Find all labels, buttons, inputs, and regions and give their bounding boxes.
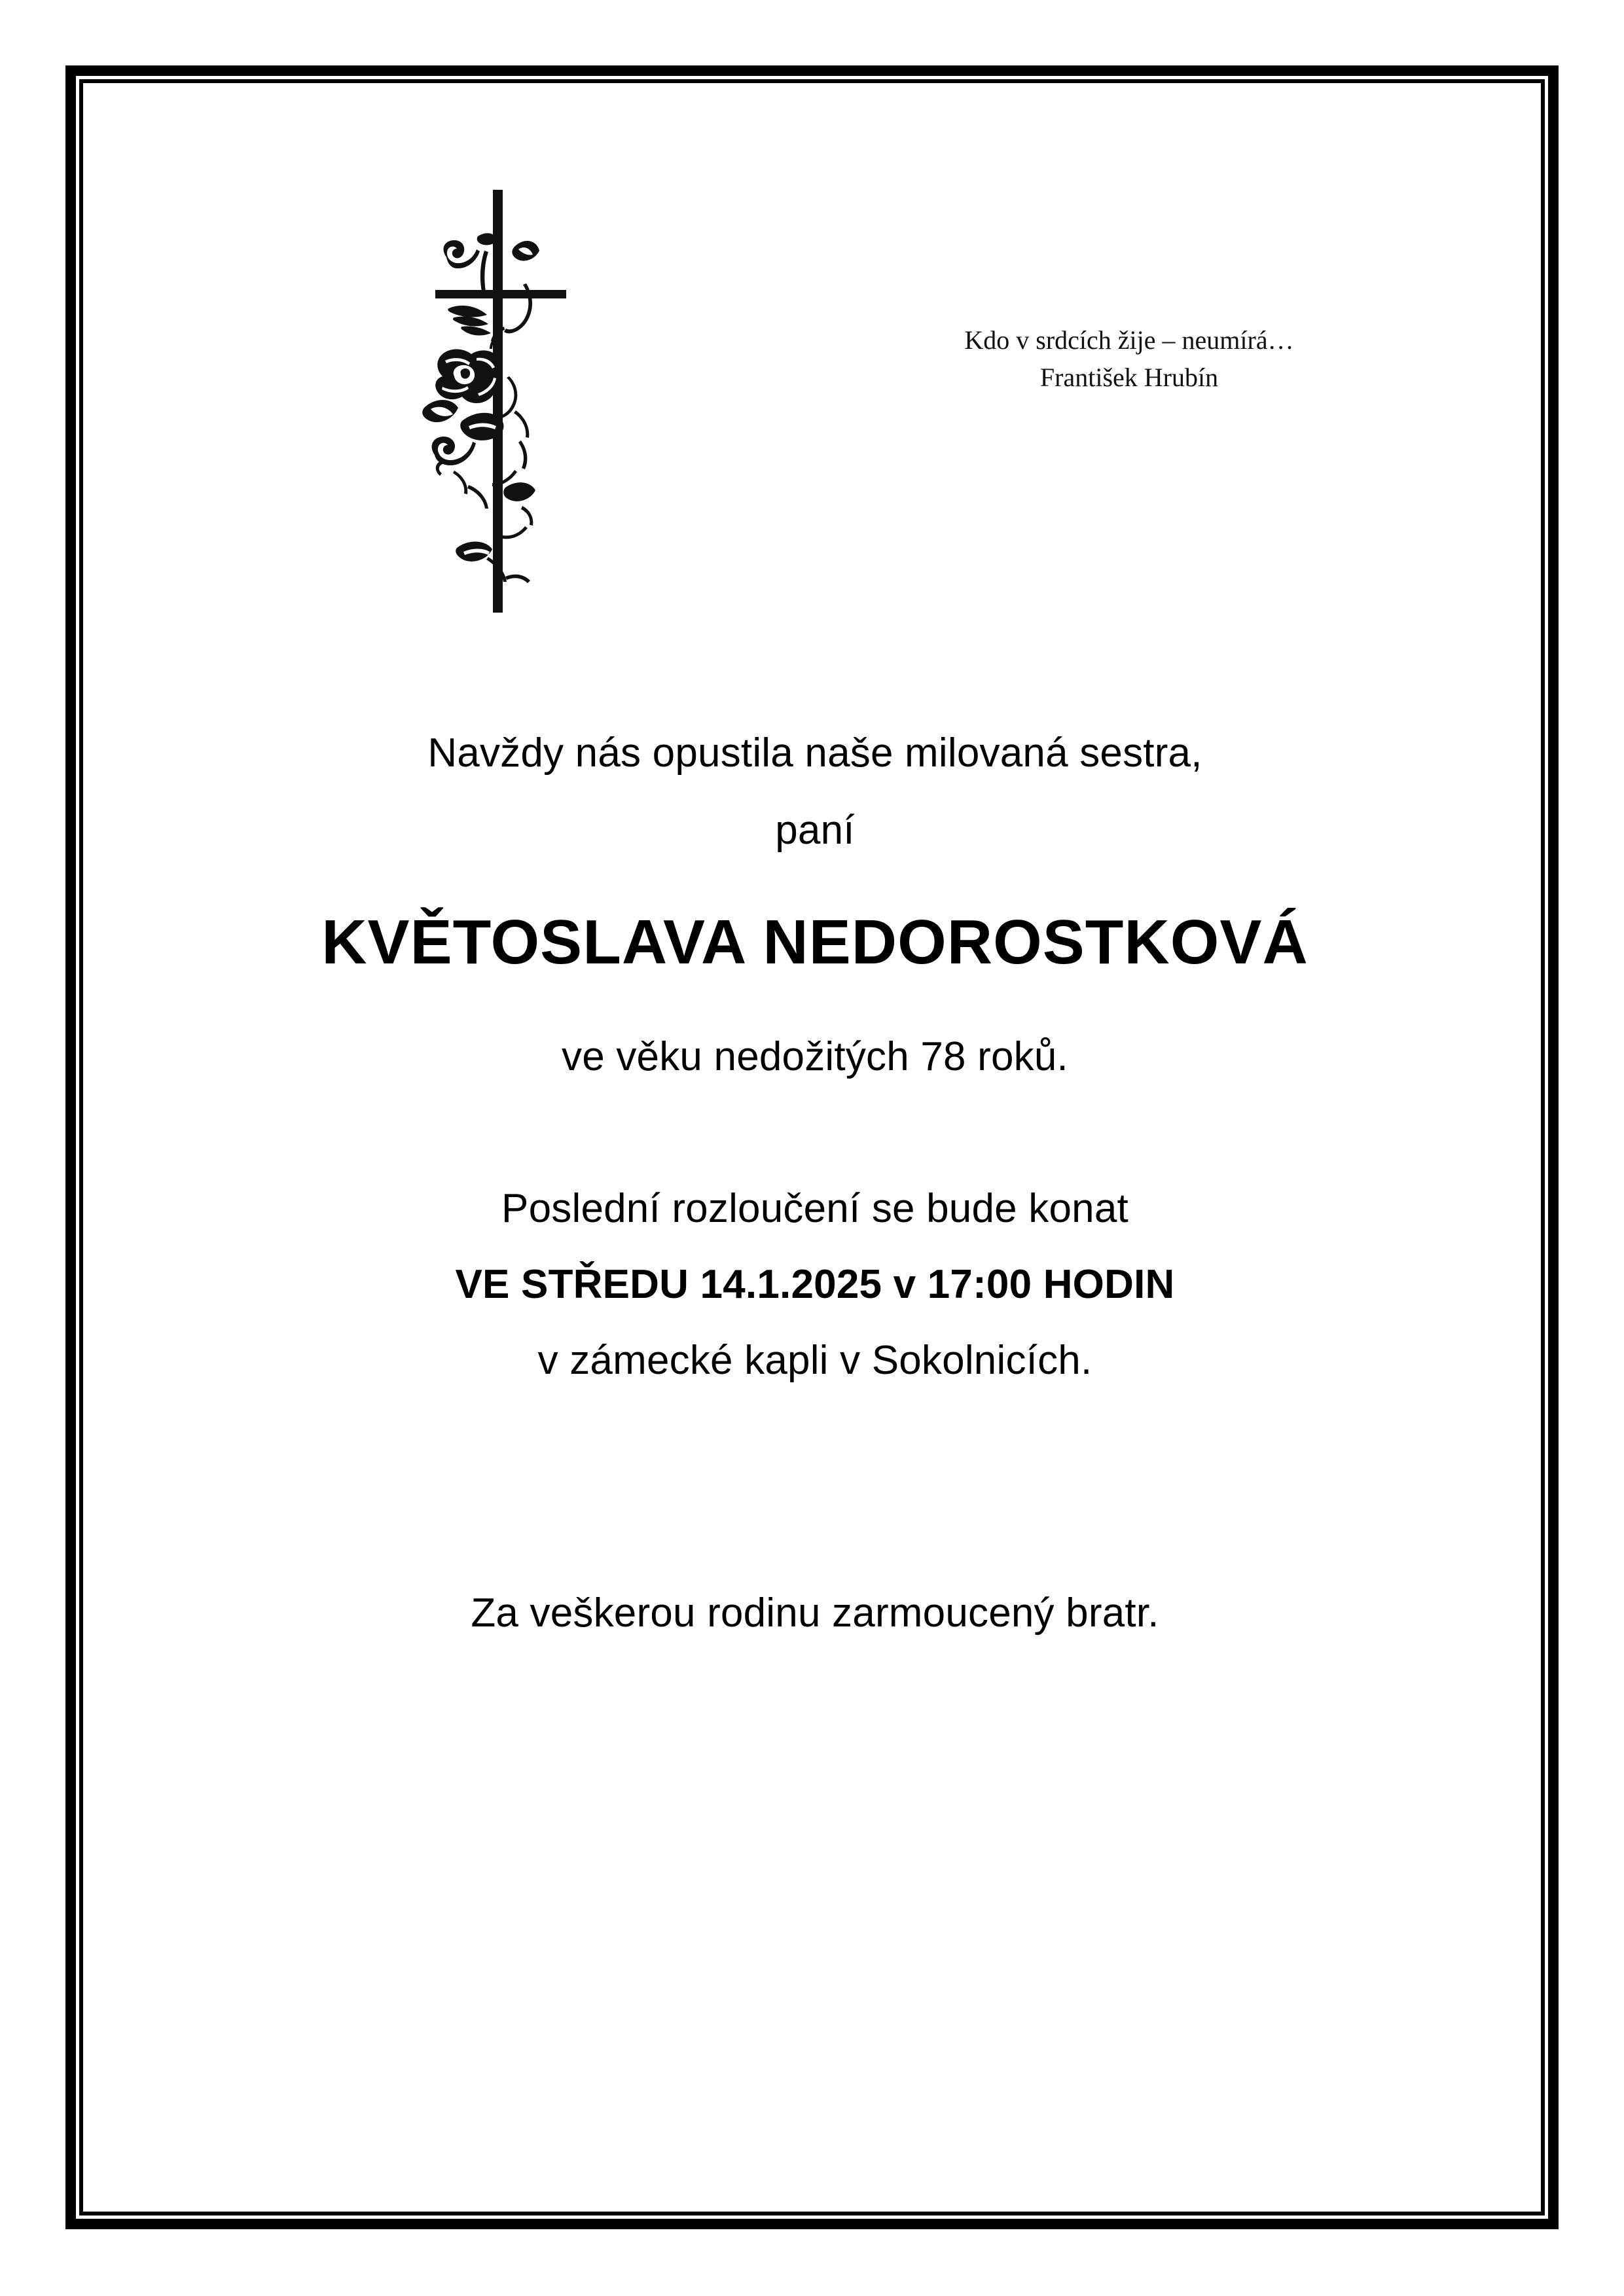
farewell-intro-line: Poslední rozloučení se bude konat bbox=[501, 1186, 1128, 1231]
quote-text: Kdo v srdcích žije – neumírá… bbox=[964, 325, 1294, 355]
ceremony-datetime: VE STŘEDU 14.1.2025 v 17:00 HODIN bbox=[455, 1262, 1175, 1307]
deceased-name: KVĚTOSLAVA NEDOROSTKOVÁ bbox=[321, 907, 1308, 977]
age-line: ve věku nedožitých 78 roků. bbox=[562, 1034, 1068, 1079]
announcement-body bbox=[124, 730, 1506, 1636]
memorial-quote bbox=[844, 322, 1414, 397]
cross-with-rose-icon bbox=[406, 180, 596, 625]
closing-line: Za veškerou rodinu zarmoucený bratr. bbox=[471, 1590, 1159, 1636]
honorific-line: paní bbox=[775, 808, 855, 853]
intro-line: Navždy nás opustila naše milovaná sestra, bbox=[427, 730, 1202, 776]
quote-author: František Hrubín bbox=[1039, 362, 1219, 392]
ceremony-place: v zámecké kapli v Sokolnicích. bbox=[537, 1338, 1092, 1383]
